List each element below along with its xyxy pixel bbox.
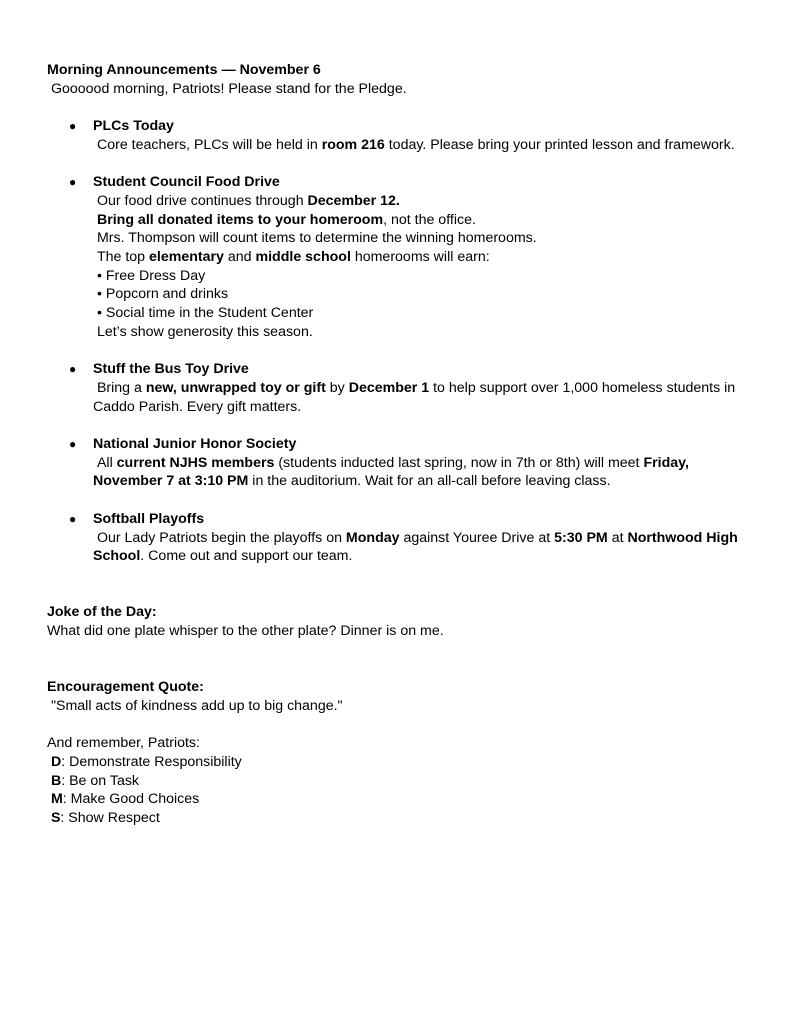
quote-heading: Encouragement Quote:: [47, 679, 204, 696]
dbms-letter: B: [50, 772, 62, 789]
announcement-heading: National Junior Honor Society: [93, 436, 297, 452]
announcement-item: [47, 360, 747, 416]
dbms-letter: D: [50, 753, 62, 770]
text: • Popcorn and drinks: [93, 286, 229, 303]
page-title: Morning Announcements — November 6: [47, 62, 321, 78]
text: in the auditorium. Wait for an all-call before leaving class.: [248, 473, 611, 490]
dbms-text: : Make Good Choices: [62, 791, 200, 808]
bullet-icon: ●: [69, 362, 77, 377]
dbms-letter: S: [50, 809, 61, 826]
text: Core teachers, PLCs will be held in: [93, 136, 322, 153]
text: . Come out and support our team.: [140, 548, 353, 565]
bold-text: Monday: [345, 529, 400, 546]
text: All: [93, 454, 117, 471]
text: Caddo Parish. Every gift matters.: [93, 398, 302, 415]
bold-text: Friday,: [643, 454, 689, 471]
announcement-line: [93, 267, 747, 286]
text: by: [325, 379, 349, 396]
bold-text: room 216: [321, 136, 385, 153]
announcement-line: [93, 547, 747, 566]
dbms-text: : Be on Task: [61, 772, 140, 789]
announcement-line: [93, 529, 747, 548]
greeting: Goooood morning, Patriots! Please stand for the Pledge.: [47, 80, 407, 97]
bullet-icon: ●: [69, 175, 77, 190]
announcement-heading: Student Council Food Drive: [93, 174, 280, 191]
bullet-icon: ●: [69, 511, 77, 526]
text: • Free Dress Day: [93, 267, 206, 284]
announcement-line: [93, 304, 747, 323]
announcement-item: [47, 117, 747, 154]
announcement-heading: PLCs Today: [93, 118, 174, 135]
dbms-item: [47, 753, 747, 772]
text: The top: [93, 249, 150, 265]
announcement-heading: Softball Playoffs: [93, 510, 205, 527]
announcement-line: [93, 192, 747, 211]
dbms-list: [47, 753, 747, 828]
text: Our food drive continues through: [93, 192, 308, 209]
text: to help support over 1,000 homeless students in: [429, 379, 736, 396]
text: homerooms will earn:: [350, 249, 490, 265]
quote-text: "Small acts of kindness add up to big change.": [47, 697, 343, 714]
bold-text: November 7 at 3:10 PM: [93, 473, 249, 490]
announcement-list: [47, 117, 747, 566]
text: Our Lady Patriots begin the playoffs on: [93, 529, 346, 546]
announcement-line: [93, 454, 747, 473]
text: and: [223, 249, 256, 265]
announcement-item: [47, 435, 747, 491]
text: Mrs. Thompson will count items to determine the winning homerooms.: [93, 230, 537, 247]
text: at: [607, 529, 628, 546]
bold-text: School: [93, 548, 141, 565]
bullet-icon: ●: [69, 437, 77, 451]
announcement-line: [93, 398, 747, 417]
text: Bring a: [93, 379, 146, 396]
bold-text: current NJHS members: [116, 454, 275, 471]
announcement-line: [93, 323, 747, 342]
bold-text: Northwood High: [627, 529, 738, 546]
text: • Social time in the Student Center: [93, 305, 314, 322]
announcement-line: [93, 285, 747, 304]
announcement-item: [47, 173, 747, 341]
dbms-item: [47, 790, 747, 809]
bold-text: new, unwrapped toy or gift: [145, 379, 326, 396]
announcement-line: [93, 229, 747, 248]
dbms-item: [47, 809, 747, 828]
announcement-line: [93, 379, 747, 398]
text: , not the office.: [383, 211, 476, 228]
text: Let’s show generosity this season.: [93, 323, 313, 340]
bold-text: December 12.: [307, 192, 400, 209]
text: (students inducted last spring, now in 7th or 8th) will meet: [274, 454, 644, 471]
announcement-line: [93, 211, 747, 230]
announcement-line: [93, 248, 747, 267]
document-page: [47, 61, 747, 828]
announcement-line: [93, 472, 747, 491]
announcement-heading: Stuff the Bus Toy Drive: [93, 361, 249, 378]
remember-intro: And remember, Patriots:: [47, 735, 200, 752]
dbms-letter: M: [50, 791, 63, 808]
dbms-item: [47, 772, 747, 791]
joke-heading: Joke of the Day:: [47, 604, 157, 621]
text: today. Please bring your printed lesson and framework.: [384, 136, 735, 153]
dbms-text: : Demonstrate Responsibility: [61, 753, 242, 770]
bold-text: elementary: [149, 249, 224, 265]
bold-text: Bring all donated items to your homeroom: [93, 211, 384, 228]
announcement-line: [93, 136, 747, 155]
announcement-item: [47, 510, 747, 566]
text: against Youree Drive at: [399, 529, 555, 546]
dbms-text: : Show Respect: [60, 809, 160, 826]
joke-text: What did one plate whisper to the other plate? Dinner is on me.: [47, 622, 444, 639]
bold-text: middle school: [255, 249, 351, 265]
bold-text: 5:30 PM: [554, 529, 608, 546]
bullet-icon: ●: [69, 119, 77, 134]
bold-text: December 1: [348, 379, 430, 396]
